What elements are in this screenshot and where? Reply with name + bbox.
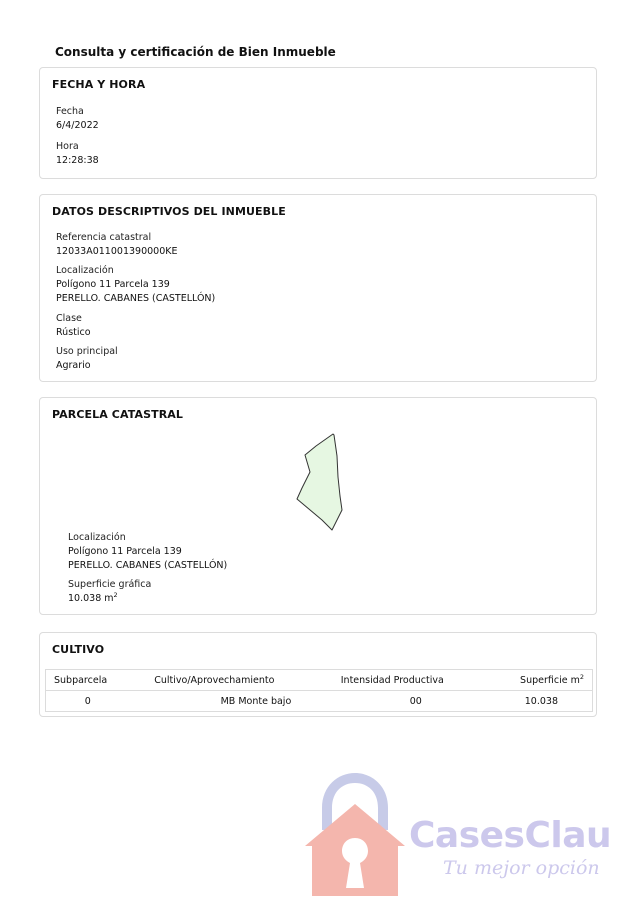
clase-label: Clase: [56, 313, 82, 324]
fecha-hora-title: FECHA Y HORA: [52, 78, 146, 91]
header-cultivo: Cultivo/Aprovechamiento: [129, 670, 299, 691]
cell-superficie: 10.038: [452, 691, 593, 712]
fecha-field: [56, 105, 99, 133]
clase-value: Rústico: [56, 327, 91, 338]
localizacion-line1: Polígono 11 Parcela 139: [56, 279, 170, 290]
parcela-localizacion-field: [68, 531, 227, 573]
uso-field: [56, 345, 118, 373]
cell-subparcela: 0: [46, 691, 130, 712]
brand-lock-logo: [300, 768, 410, 898]
hora-value: 12:28:38: [56, 155, 99, 166]
localizacion-line2: PERELLO. CABANES (CASTELLÓN): [56, 293, 216, 304]
header-subparcela: Subparcela: [46, 670, 130, 691]
referencia-label: Referencia catastral: [56, 232, 152, 243]
hora-label: Hora: [56, 141, 79, 152]
parcela-localizacion-label: Localización: [68, 532, 126, 543]
header-superficie-exponent: 2: [579, 672, 584, 681]
uso-value: Agrario: [56, 360, 91, 371]
clase-field: [56, 312, 91, 340]
referencia-field: [56, 231, 177, 259]
cultivo-title: CULTIVO: [52, 643, 105, 656]
cell-cultivo: MB Monte bajo: [129, 691, 299, 712]
superficie-label: Superficie gráfica: [68, 579, 152, 590]
cell-intensidad: 00: [299, 691, 452, 712]
cultivo-table: [45, 669, 593, 712]
hora-field: [56, 140, 99, 168]
cultivo-panel: [39, 632, 597, 717]
fecha-hora-panel: [39, 67, 597, 179]
table-header-row: [46, 670, 593, 691]
localizacion-label: Localización: [56, 265, 114, 276]
uso-label: Uso principal: [56, 346, 118, 357]
localizacion-field: [56, 264, 215, 306]
fecha-value: 6/4/2022: [56, 120, 99, 131]
house-keyhole-icon: [305, 804, 405, 896]
header-superficie-label: Superficie m: [520, 674, 580, 686]
watermark-slogan: Tu mejor opción: [443, 857, 600, 879]
superficie-number: 10.038 m: [68, 593, 114, 604]
parcel-shape: [297, 434, 342, 530]
superficie-value: [68, 592, 151, 606]
parcela-localizacion-line2: PERELLO. CABANES (CASTELLÓN): [68, 560, 228, 571]
header-intensidad: Intensidad Productiva: [299, 670, 452, 691]
superficie-field: [68, 578, 151, 606]
parcela-panel: [39, 397, 597, 615]
superficie-exponent: 2: [113, 590, 118, 599]
header-superficie: [452, 670, 593, 691]
watermark-brand: CasesClau: [409, 815, 612, 856]
parcela-title: PARCELA CATASTRAL: [52, 408, 183, 421]
datos-title: DATOS DESCRIPTIVOS DEL INMUEBLE: [52, 205, 286, 218]
referencia-value: 12033A011001390000KE: [56, 246, 178, 257]
fecha-label: Fecha: [56, 106, 84, 117]
parcel-map: [40, 398, 596, 538]
datos-panel: [39, 194, 597, 382]
table-row: [46, 691, 593, 712]
parcela-localizacion-line1: Polígono 11 Parcela 139: [68, 546, 182, 557]
page-title: Consulta y certificación de Bien Inmueble: [55, 45, 336, 59]
